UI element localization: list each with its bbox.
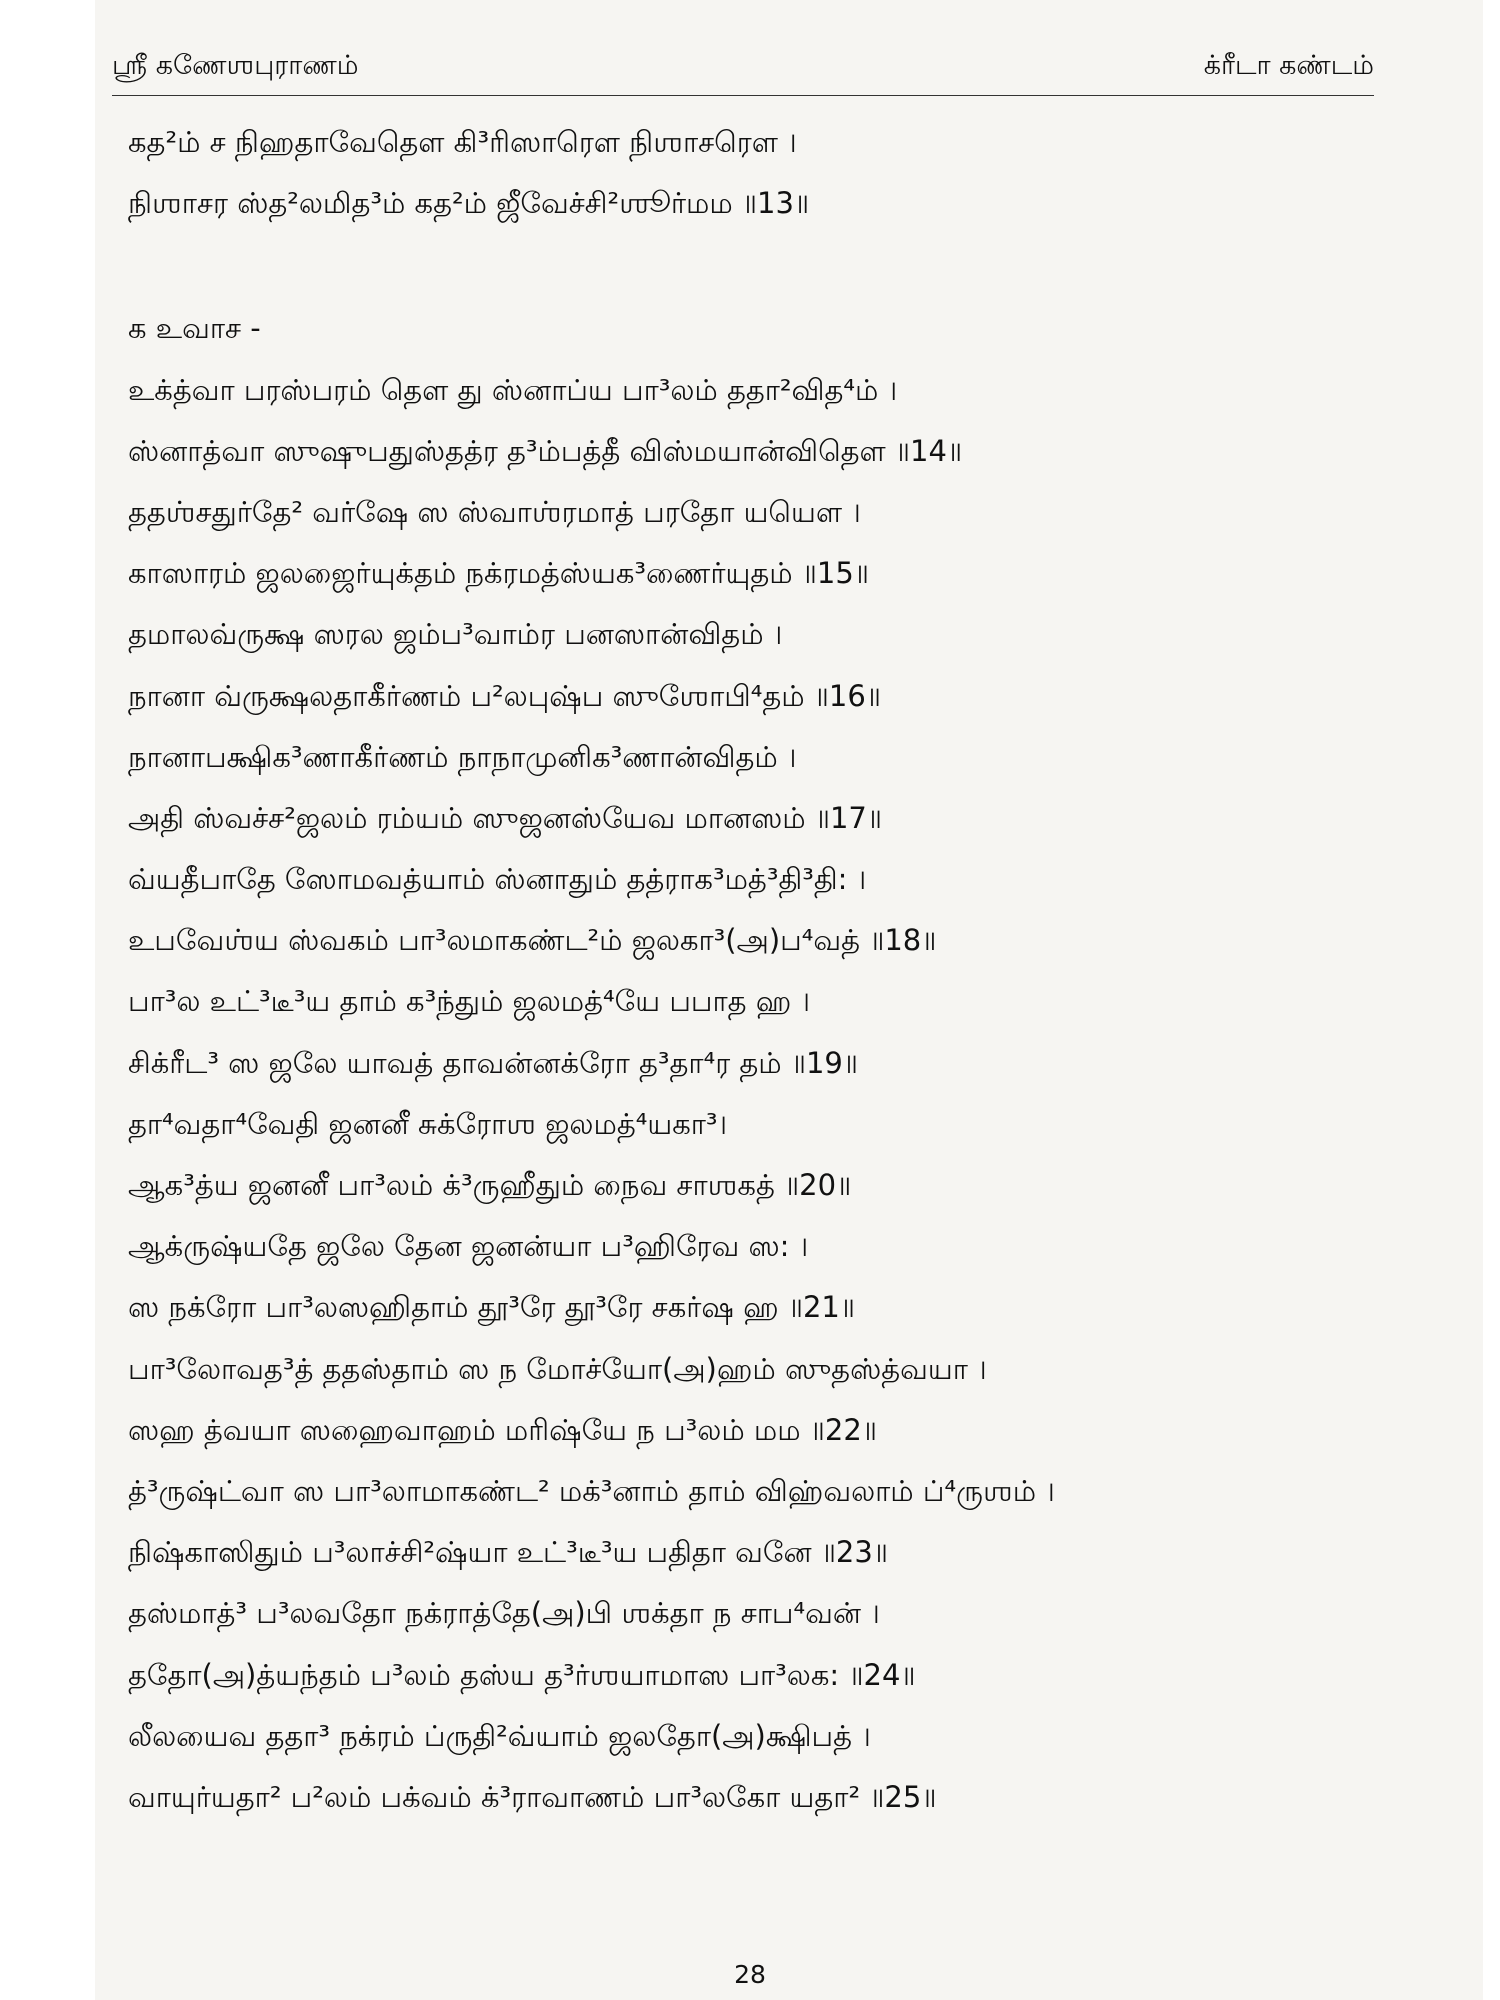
verse-line: பா³ல உட்³டீ³ய தாம் க³ந்தும் ஜலமத்⁴யே பபாத ஹ । — [128, 984, 811, 1019]
verse-line: தஸ்மாத்³ ப³லவதோ நக்ராத்தே(அ)பி ஶக்தா ந சாப⁴வன் । — [128, 1596, 880, 1631]
verse-line: ததஶ்சதுர்தே² வர்ஷே ஸ ஸ்வாஶ்ரமாத் பரதோ யயௌ । — [128, 494, 861, 529]
speaker-line: க உவாச - — [128, 311, 261, 346]
verse-line: கத²ம் ச நிஹதாவேதௌ கி³ரிஸாரௌ நிஶாசரௌ । — [128, 125, 797, 159]
verse-text — [128, 112, 1368, 1828]
verse-line: ஸஹ த்வயா ஸஹைவாஹம் மரிஷ்யே ந ப³லம் மம ॥22॥ — [128, 1412, 877, 1447]
verse-line: த்³ருஷ்ட்வா ஸ பா³லாமாகண்ட² மக்³னாம் தாம் விஹ்வலாம் ப்⁴ருஶம் । — [128, 1473, 1055, 1508]
verse-line: சிக்ரீட³ ஸ ஜலே யாவத் தாவன்னக்ரோ த³தா⁴ர தம் ॥19॥ — [128, 1045, 858, 1080]
verse-line: ஸ நக்ரோ பா³லஸஹிதாம் தூ³ரே தூ³ரே சகர்ஷ ஹ ॥21॥ — [128, 1290, 856, 1325]
verse-line: ஆக்ருஷ்யதே ஜலே தேன ஜனன்யா ப³ஹிரேவ ஸ꞉ । — [128, 1229, 809, 1264]
page-number: 28 — [734, 1960, 766, 1989]
verse-line: உக்த்வா பரஸ்பரம் தௌ து ஸ்னாப்ய பா³லம் ததா²வித⁴ம் । — [128, 372, 898, 407]
verse-line: ஆக³த்ய ஜனனீ பா³லம் க்³ருஹீதும் நைவ சாஶகத் ॥20॥ — [128, 1168, 852, 1202]
blank-line — [128, 234, 1368, 298]
section-title: க்ரீடா கண்டம் — [1203, 50, 1374, 81]
verse-line: நிஷ்காஸிதும் ப³லாச்சி²ஷ்யா உட்³டீ³ய பதிதா வனே ॥23॥ — [128, 1535, 888, 1570]
verse-line: உபவேஶ்ய ஸ்வகம் பா³லமாகண்ட²ம் ஜலகா³(அ)ப⁴வத் ॥18॥ — [128, 923, 937, 958]
verse-line: நானா வ்ருக்ஷலதாகீர்ணம் ப²லபுஷ்ப ஸுஶோபி⁴தம் ॥16॥ — [128, 678, 881, 713]
verse-line: தமாலவ்ருக்ஷ ஸரல ஜம்ப³வாம்ர பனஸான்விதம் । — [128, 617, 783, 652]
verse-line: நிஶாசர ஸ்த²லமித³ம் கத²ம் ஜீவேச்சி²ஶூர்மம ॥13॥ — [128, 186, 810, 221]
verse-line: ததோ(அ)த்யந்தம் ப³லம் தஸ்ய த³ர்ஶயாமாஸ பா³லக꞉ ॥24॥ — [128, 1657, 916, 1692]
verse-line: லீலயைவ ததா³ நக்ரம் ப்ருதி²வ்யாம் ஜலதோ(அ)க்ஷிபத் । — [128, 1718, 871, 1753]
verse-line: ஸ்னாத்வா ஸுஷுபதுஸ்தத்ர த³ம்பத்தீ விஸ்மயான்விதௌ ॥14॥ — [128, 433, 963, 468]
verse-line: வ்யதீபாதே ஸோமவத்யாம் ஸ்னாதும் தத்ராக³மத்³தி³தி꞉ । — [128, 862, 867, 897]
verse-line: நானாபக்ஷிக³ணாகீர்ணம் நாநாமுனிக³ணான்விதம் । — [128, 739, 797, 774]
book-title: ஸ்ரீ கணேஶபுராணம் — [112, 50, 359, 81]
verse-line: வாயுர்யதா² ப²லம் பக்வம் க்³ராவாணம் பா³லகோ யதா² ॥25॥ — [128, 1779, 937, 1814]
verse-line: காஸாரம் ஜலஜைர்யுக்தம் நக்ரமத்ஸ்யக³ணைர்யுதம் ॥15॥ — [128, 556, 869, 591]
running-header — [112, 45, 1374, 96]
verse-line: அதி ஸ்வச்ச²ஜலம் ரம்யம் ஸுஜனஸ்யேவ மானஸம் ॥17॥ — [128, 800, 882, 835]
verse-line: பா³லோவத³த் ததஸ்தாம் ஸ ந மோச்யோ(அ)ஹம் ஸுதஸ்த்வயா । — [128, 1351, 987, 1386]
verse-line: தா⁴வதா⁴வேதி ஜனனீ சுக்ரோஶ ஜலமத்⁴யகா³। — [128, 1106, 728, 1141]
